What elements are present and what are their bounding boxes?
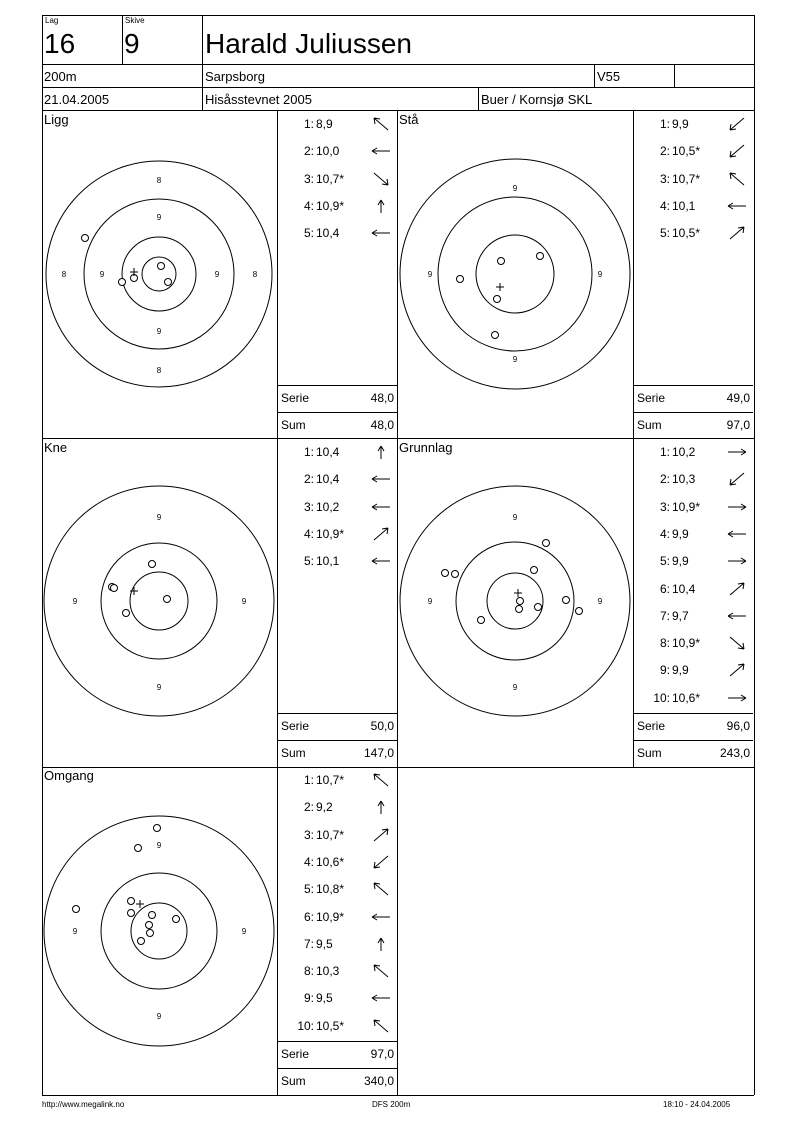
- serie-label: Serie: [281, 1047, 310, 1061]
- shot-value: 9,9: [672, 526, 689, 541]
- shot-number: 9:: [659, 663, 670, 678]
- sum-value: 340,0: [363, 1074, 394, 1088]
- ring-label: 9: [512, 184, 518, 193]
- panel-title: Kne: [44, 440, 68, 455]
- direction-arrow-icon: [370, 881, 392, 897]
- shot-number: 4:: [303, 854, 314, 869]
- serie-label: Serie: [637, 719, 666, 733]
- target-ring: [101, 873, 217, 989]
- direction-arrow-icon: [370, 936, 392, 952]
- shot-number: 6:: [303, 909, 314, 924]
- shot-number: 7:: [303, 936, 314, 951]
- ring-label: 9: [72, 927, 78, 936]
- shot-number: 1:: [303, 117, 314, 131]
- shot-number: 2:: [303, 144, 314, 159]
- shot-hole: [147, 930, 154, 937]
- skive-label: Skive: [125, 16, 145, 25]
- ring-label: 9: [99, 270, 105, 279]
- ring-label: 8: [156, 366, 162, 375]
- shooter-name: Harald Juliussen: [205, 28, 412, 59]
- shot-row: [284, 856, 352, 868]
- shot-hole: [173, 916, 180, 923]
- ring-label: 8: [156, 176, 162, 185]
- ring-label: 9: [597, 597, 603, 606]
- shot-number: 3:: [303, 171, 314, 186]
- shot-number: 4:: [659, 526, 670, 541]
- shot-value: 10,7*: [316, 827, 345, 842]
- shot-value: 9,9: [672, 663, 689, 678]
- shot-row: [284, 992, 352, 1004]
- serie-value: 96,0: [726, 719, 750, 733]
- ring-label: 9: [241, 597, 247, 606]
- shot-hole: [149, 912, 156, 919]
- shot-number: 5:: [659, 226, 670, 241]
- shot-value: 10,2: [672, 445, 696, 459]
- shot-value: 10,5*: [672, 144, 701, 159]
- shot-number: 7:: [659, 608, 670, 623]
- direction-arrow-icon: [370, 799, 392, 815]
- shot-number: 2:: [303, 472, 314, 487]
- shot-value: 10,7*: [316, 171, 345, 186]
- shot-hole: [128, 910, 135, 917]
- serie-value: 48,0: [370, 391, 394, 405]
- shot-value: 10,6*: [672, 690, 701, 705]
- shot-value: 10,6*: [316, 854, 345, 869]
- panel-title: Stå: [399, 112, 419, 127]
- shot-number: 4:: [659, 198, 670, 213]
- shot-row: [284, 965, 352, 977]
- shot-number: 1:: [303, 773, 314, 787]
- serie-label: Serie: [281, 719, 310, 733]
- shot-value: 10,4: [672, 581, 696, 596]
- shot-value: 10,3: [672, 472, 696, 487]
- sum-value: 48,0: [370, 418, 394, 432]
- shot-number: 2:: [659, 144, 670, 159]
- footer-program: DFS 200m: [372, 1100, 411, 1109]
- shot-value: 10,3: [316, 964, 340, 979]
- panel-title: Ligg: [44, 112, 69, 127]
- footer-timestamp: 18:10 - 24.04.2005: [663, 1100, 731, 1109]
- shot-row: [284, 911, 352, 923]
- shot-number: 10:: [297, 1018, 314, 1033]
- shot-number: 5:: [303, 882, 314, 897]
- rule: [278, 1068, 397, 1069]
- shot-number: 3:: [659, 171, 670, 186]
- serie-value: 49,0: [726, 391, 750, 405]
- shot-number: 1:: [659, 445, 670, 459]
- shot-number: 4:: [303, 198, 314, 213]
- ring-label: 9: [427, 270, 433, 279]
- panel-title: Omgang: [44, 768, 94, 783]
- shot-value: 9,7: [672, 608, 689, 623]
- shot-row: [284, 829, 352, 841]
- shot-number: 2:: [303, 800, 314, 815]
- direction-arrow-icon: [370, 827, 392, 843]
- shot-value: 10,5*: [316, 1018, 345, 1033]
- shot-row: [284, 938, 352, 950]
- sum-label: Sum: [281, 1074, 306, 1088]
- shot-row: [284, 774, 352, 786]
- ring-label: 9: [512, 513, 518, 522]
- shot-number: 8:: [303, 964, 314, 979]
- shot-value: 10,9*: [672, 499, 701, 514]
- target-ring: [131, 903, 187, 959]
- direction-arrow-icon: [370, 909, 392, 925]
- shot-hole: [154, 825, 161, 832]
- event: Hisåsstevnet 2005: [205, 92, 312, 107]
- ring-label: 8: [61, 270, 67, 279]
- shot-number: 2:: [659, 472, 670, 487]
- shot-number: 5:: [659, 554, 670, 569]
- shot-value: 10,4: [316, 226, 340, 241]
- shot-value: 10,7*: [672, 171, 701, 186]
- ring-label: 9: [156, 841, 162, 850]
- panel-title: Grunnlag: [399, 440, 453, 455]
- shot-value: 8,9: [316, 117, 333, 131]
- distance: 200m: [44, 69, 77, 84]
- ring-label: 9: [156, 683, 162, 692]
- direction-arrow-icon: [370, 854, 392, 870]
- direction-arrow-icon: [370, 1018, 392, 1034]
- shot-hole: [138, 938, 145, 945]
- shot-value: 10,1: [672, 198, 696, 213]
- shot-hole: [146, 922, 153, 929]
- ring-label: 9: [72, 597, 78, 606]
- serie-value: 97,0: [370, 1047, 394, 1061]
- sum-label: Sum: [281, 746, 306, 760]
- shot-value: 9,9: [672, 117, 689, 131]
- ring-label: 9: [214, 270, 220, 279]
- direction-arrow-icon: [370, 772, 392, 788]
- rule: [278, 1041, 397, 1042]
- ring-label: 9: [241, 927, 247, 936]
- location: Sarpsborg: [205, 69, 265, 84]
- sum-label: Sum: [637, 746, 662, 760]
- shot-hole: [135, 845, 142, 852]
- ring-label: 9: [427, 597, 433, 606]
- ring-label: 9: [156, 213, 162, 222]
- shot-number: 4:: [303, 526, 314, 541]
- sum-value: 147,0: [363, 746, 394, 760]
- ring-label: 9: [512, 355, 518, 364]
- ring-label: 9: [156, 327, 162, 336]
- shot-value: 10,4: [316, 472, 340, 487]
- shot-number: 1:: [659, 117, 670, 131]
- footer-url: http://www.megalink.no: [42, 1100, 125, 1109]
- sum-value: 243,0: [719, 746, 750, 760]
- shot-value: 9,5: [316, 936, 333, 951]
- serie-label: Serie: [637, 391, 666, 405]
- shot-value: 10,0: [316, 144, 340, 159]
- direction-arrow-icon: [370, 990, 392, 1006]
- sum-value: 97,0: [726, 418, 750, 432]
- shot-number: 9:: [303, 991, 314, 1006]
- shot-number: 5:: [303, 226, 314, 241]
- shot-number: 10:: [653, 690, 670, 705]
- ring-label: 9: [597, 270, 603, 279]
- ring-label: 9: [156, 1012, 162, 1021]
- ring-label: 9: [512, 683, 518, 692]
- date: 21.04.2005: [44, 92, 110, 107]
- shot-number: 8:: [659, 636, 670, 651]
- shot-value: 10,4: [316, 445, 340, 459]
- shot-value: 9,2: [316, 800, 333, 815]
- shot-value: 10,9*: [316, 198, 345, 213]
- shot-row: [284, 1020, 352, 1032]
- ring-label: 8: [252, 270, 258, 279]
- sum-label: Sum: [281, 418, 306, 432]
- shot-value: 9,9: [672, 554, 689, 569]
- shot-hole: [128, 898, 135, 905]
- shot-value: 9,5: [316, 991, 333, 1006]
- shot-number: 3:: [303, 499, 314, 514]
- shot-row: [284, 883, 352, 895]
- lag-label: Lag: [45, 16, 59, 25]
- serie-label: Serie: [281, 391, 310, 405]
- shot-value: 10,8*: [316, 882, 345, 897]
- shot-value: 10,9*: [316, 526, 345, 541]
- mean-point-cross: [136, 900, 144, 908]
- shot-value: 10,2: [316, 499, 340, 514]
- lag-value: 16: [44, 28, 76, 59]
- shot-number: 6:: [659, 581, 670, 596]
- class: V55: [597, 69, 621, 84]
- skive-value: 9: [124, 28, 140, 59]
- shot-value: 10,9*: [672, 636, 701, 651]
- serie-value: 50,0: [370, 719, 394, 733]
- shot-value: 10,1: [316, 554, 340, 569]
- shot-number: 1:: [303, 445, 314, 459]
- club: Buer / Kornsjø SKL: [481, 92, 593, 107]
- sum-label: Sum: [637, 418, 662, 432]
- shot-value: 10,5*: [672, 226, 701, 241]
- direction-arrow-icon: [370, 963, 392, 979]
- shot-row: [284, 801, 352, 813]
- shot-hole: [73, 906, 80, 913]
- shot-number: 5:: [303, 554, 314, 569]
- ring-label: 9: [156, 513, 162, 522]
- shot-value: 10,7*: [316, 773, 345, 787]
- shot-number: 3:: [303, 827, 314, 842]
- shot-number: 3:: [659, 499, 670, 514]
- shot-value: 10,9*: [316, 909, 345, 924]
